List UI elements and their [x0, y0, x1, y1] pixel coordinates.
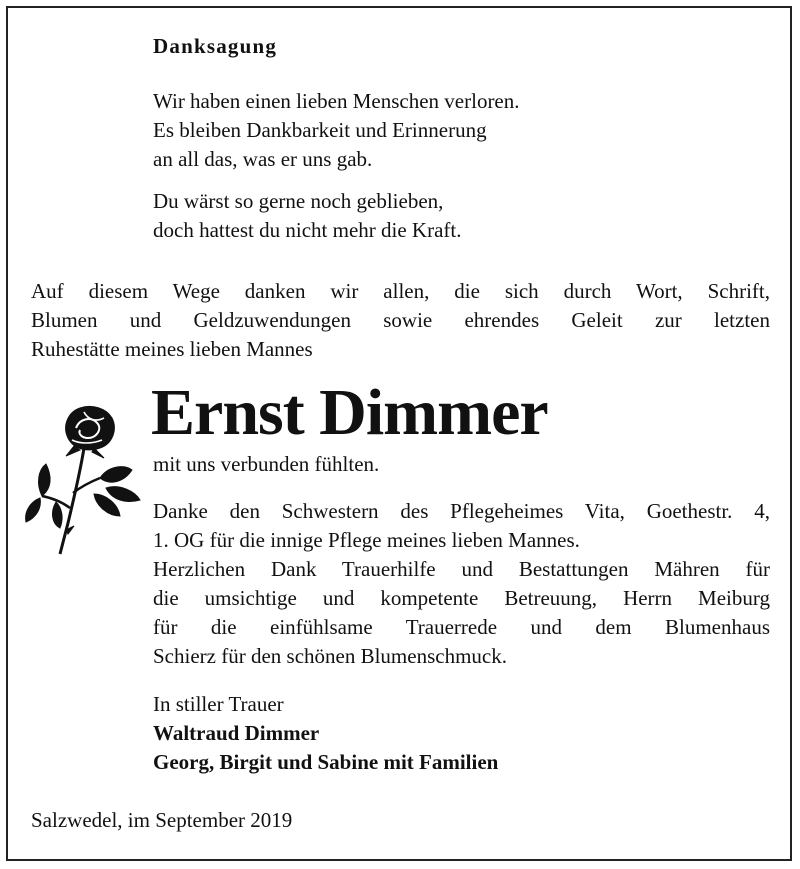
intro-line: Ruhestätte meines lieben Mannes	[31, 337, 313, 361]
thanks-line: für die einfühlsame Trauerrede und dem Blumenhaus	[153, 615, 770, 639]
thanks-line: 1. OG für die innige Pflege meines lieben Mannes.	[153, 528, 580, 552]
intro-line: Auf diesem Wege danken wir allen, die sich durch Wort, Schrift,	[31, 279, 770, 303]
intro-line: Blumen und Geldzuwendungen sowie ehrendes Geleit zur letzten	[31, 308, 770, 332]
signoff-line: In stiller Trauer	[153, 692, 284, 716]
rose-icon	[22, 398, 150, 556]
signoff	[153, 690, 498, 777]
thanks-paragraph	[153, 497, 770, 671]
verse-1	[153, 87, 520, 174]
intro-paragraph	[31, 277, 770, 364]
deceased-name: Ernst Dimmer	[151, 376, 548, 449]
thanks-line: die umsichtige und kompetente Betreuung, Herrn Meiburg	[153, 586, 770, 610]
thanks-line: Danke den Schwestern des Pflegeheimes Vita, Goethestr. 4,	[153, 499, 770, 523]
verse-2	[153, 187, 462, 245]
widow-name: Waltraud Dimmer	[153, 721, 320, 745]
verse-line: Du wärst so gerne noch geblieben,	[153, 189, 444, 213]
connected-line: mit uns verbunden fühlten.	[153, 452, 380, 476]
verse-line: Es bleiben Dankbarkeit und Erinnerung	[153, 118, 487, 142]
heading: Danksagung	[153, 34, 278, 58]
thanks-line: Herzlichen Dank Trauerhilfe und Bestattungen Mähren für	[153, 557, 770, 581]
place-date: Salzwedel, im September 2019	[31, 808, 293, 832]
verse-line: doch hattest du nicht mehr die Kraft.	[153, 218, 462, 242]
verse-line: an all das, was er uns gab.	[153, 147, 373, 171]
thanks-line: Schierz für den schönen Blumenschmuck.	[153, 644, 507, 668]
verse-line: Wir haben einen lieben Menschen verloren.	[153, 89, 520, 113]
family-names: Georg, Birgit und Sabine mit Familien	[153, 750, 499, 774]
